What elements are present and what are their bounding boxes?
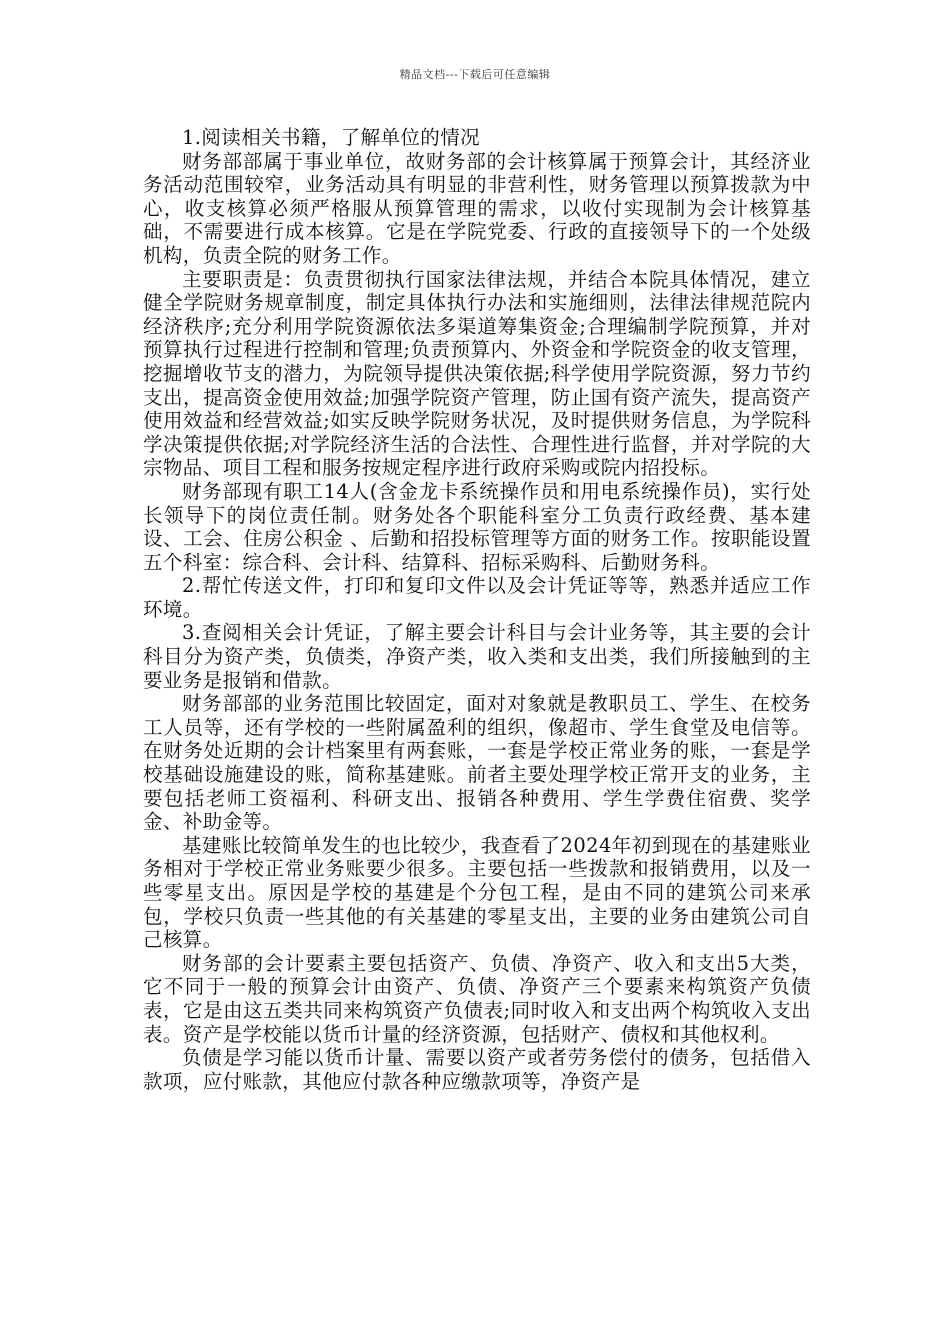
paragraph-section-1-heading: 1.阅读相关书籍，了解单位的情况 bbox=[182, 126, 481, 149]
paragraph-construction-account: 基建账比较简单发生的也比较少，我查看了2024年初到现在的基建账业务相对于学校正常业务账要少很多。主要包括一些拨款和报销费用，以及一些零星支出。原因是学校的基建是个分包工程，是由不同的建筑公司来承包，学校只负责一些其他的有关基建的零星支出，主要的业务由建筑公司自己核算。 bbox=[143, 833, 811, 952]
document-body bbox=[143, 126, 811, 1093]
paragraph-accounting-elements: 财务部的会计要素主要包括资产、负债、净资产、收入和支出5大类，它不同于一般的预算会计由资产、负债、净资产三个要素来构筑资产负债表，它是由这五类共同来构筑资产负债表;同时收入和支出两个构筑收入支出表。资产是学校能以货币计量的经济资源，包括财产、债权和其他权利。 bbox=[143, 951, 811, 1046]
paragraph-section-3: 3.查阅相关会计凭证，了解主要会计科目与会计业务等，其主要的会计科目分为资产类，负债类，净资产类，收入类和支出类，我们所接触到的主要业务是报销和借款。 bbox=[143, 621, 811, 692]
paragraph-staff: 财务部现有职工14人(含金龙卡系统操作员和用电系统操作员)，实行处长领导下的岗位责任制。财务处各个职能科室分工负责行政经费、基本建设、工会、住房公积金 、后勤和招投标管理等方面的财务工作。按职能设置五个科室：综合科、会计科、结算科、招标采购科、后勤财务科。 bbox=[143, 479, 811, 574]
paragraph-unit-overview: 财务部部属于事业单位，故财务部的会计核算属于预算会计，其经济业务活动范围较窄，业务活动具有明显的非营利性，财务管理以预算拨款为中心，收支核算必须严格服从预算管理的需求，以收付实现制为会计核算基础，不需要进行成本核算。它是在学院党委、行政的直接领导下的一个处级机构，负责全院的财务工作。 bbox=[143, 149, 811, 267]
paragraph-section-2: 2.帮忙传送文件，打印和复印文件以及会计凭证等等，熟悉并适应工作环境。 bbox=[143, 574, 811, 621]
paragraph-business-scope: 财务部部的业务范围比较固定，面对对象就是教职员工、学生、在校务工人员等，还有学校的一些附属盈利的组织，像超市、学生食堂及电信等。在财务处近期的会计档案里有两套账，一套是学校正常业务的账，一套是学校基础设施建设的账，简称基建账。前者主要处理学校正常开支的业务，主要包括老师工资福利、科研支出、报销各种费用、学生学费住宿费、奖学金、补助金等。 bbox=[143, 692, 811, 834]
paragraph-main-duties: 主要职责是：负责贯彻执行国家法律法规，并结合本院具体情况，建立健全学院财务规章制度，制定具体执行办法和实施细则，法律法律规范院内经济秩序;充分利用学院资源依法多渠道筹集资金;合理编制学院预算，并对预算执行过程进行控制和管理;负责预算内、外资金和学院资金的收支管理，挖掘增收节支的潜力，为院领导提供决策依据;科学使用学院资源，努力节约支出，提高资金使用效益;加强学院资产管理，防止国有资产流失，提高资产使用效益和经营效益;如实反映学院财务状况，及时提供财务信息，为学院科学决策提供依据;对学院经济生活的合法性、合理性进行监督，并对学院的大宗物品、项目工程和服务按规定程序进行政府采购或院内招投标。 bbox=[143, 267, 811, 480]
page-header: 精品文档---下载后可任意编辑 bbox=[399, 68, 551, 81]
paragraph-liabilities: 负债是学习能以货币计量、需要以资产或者劳务偿付的债务，包括借入款项，应付账款，其他应付款各种应缴款项等，净资产是 bbox=[143, 1046, 811, 1093]
